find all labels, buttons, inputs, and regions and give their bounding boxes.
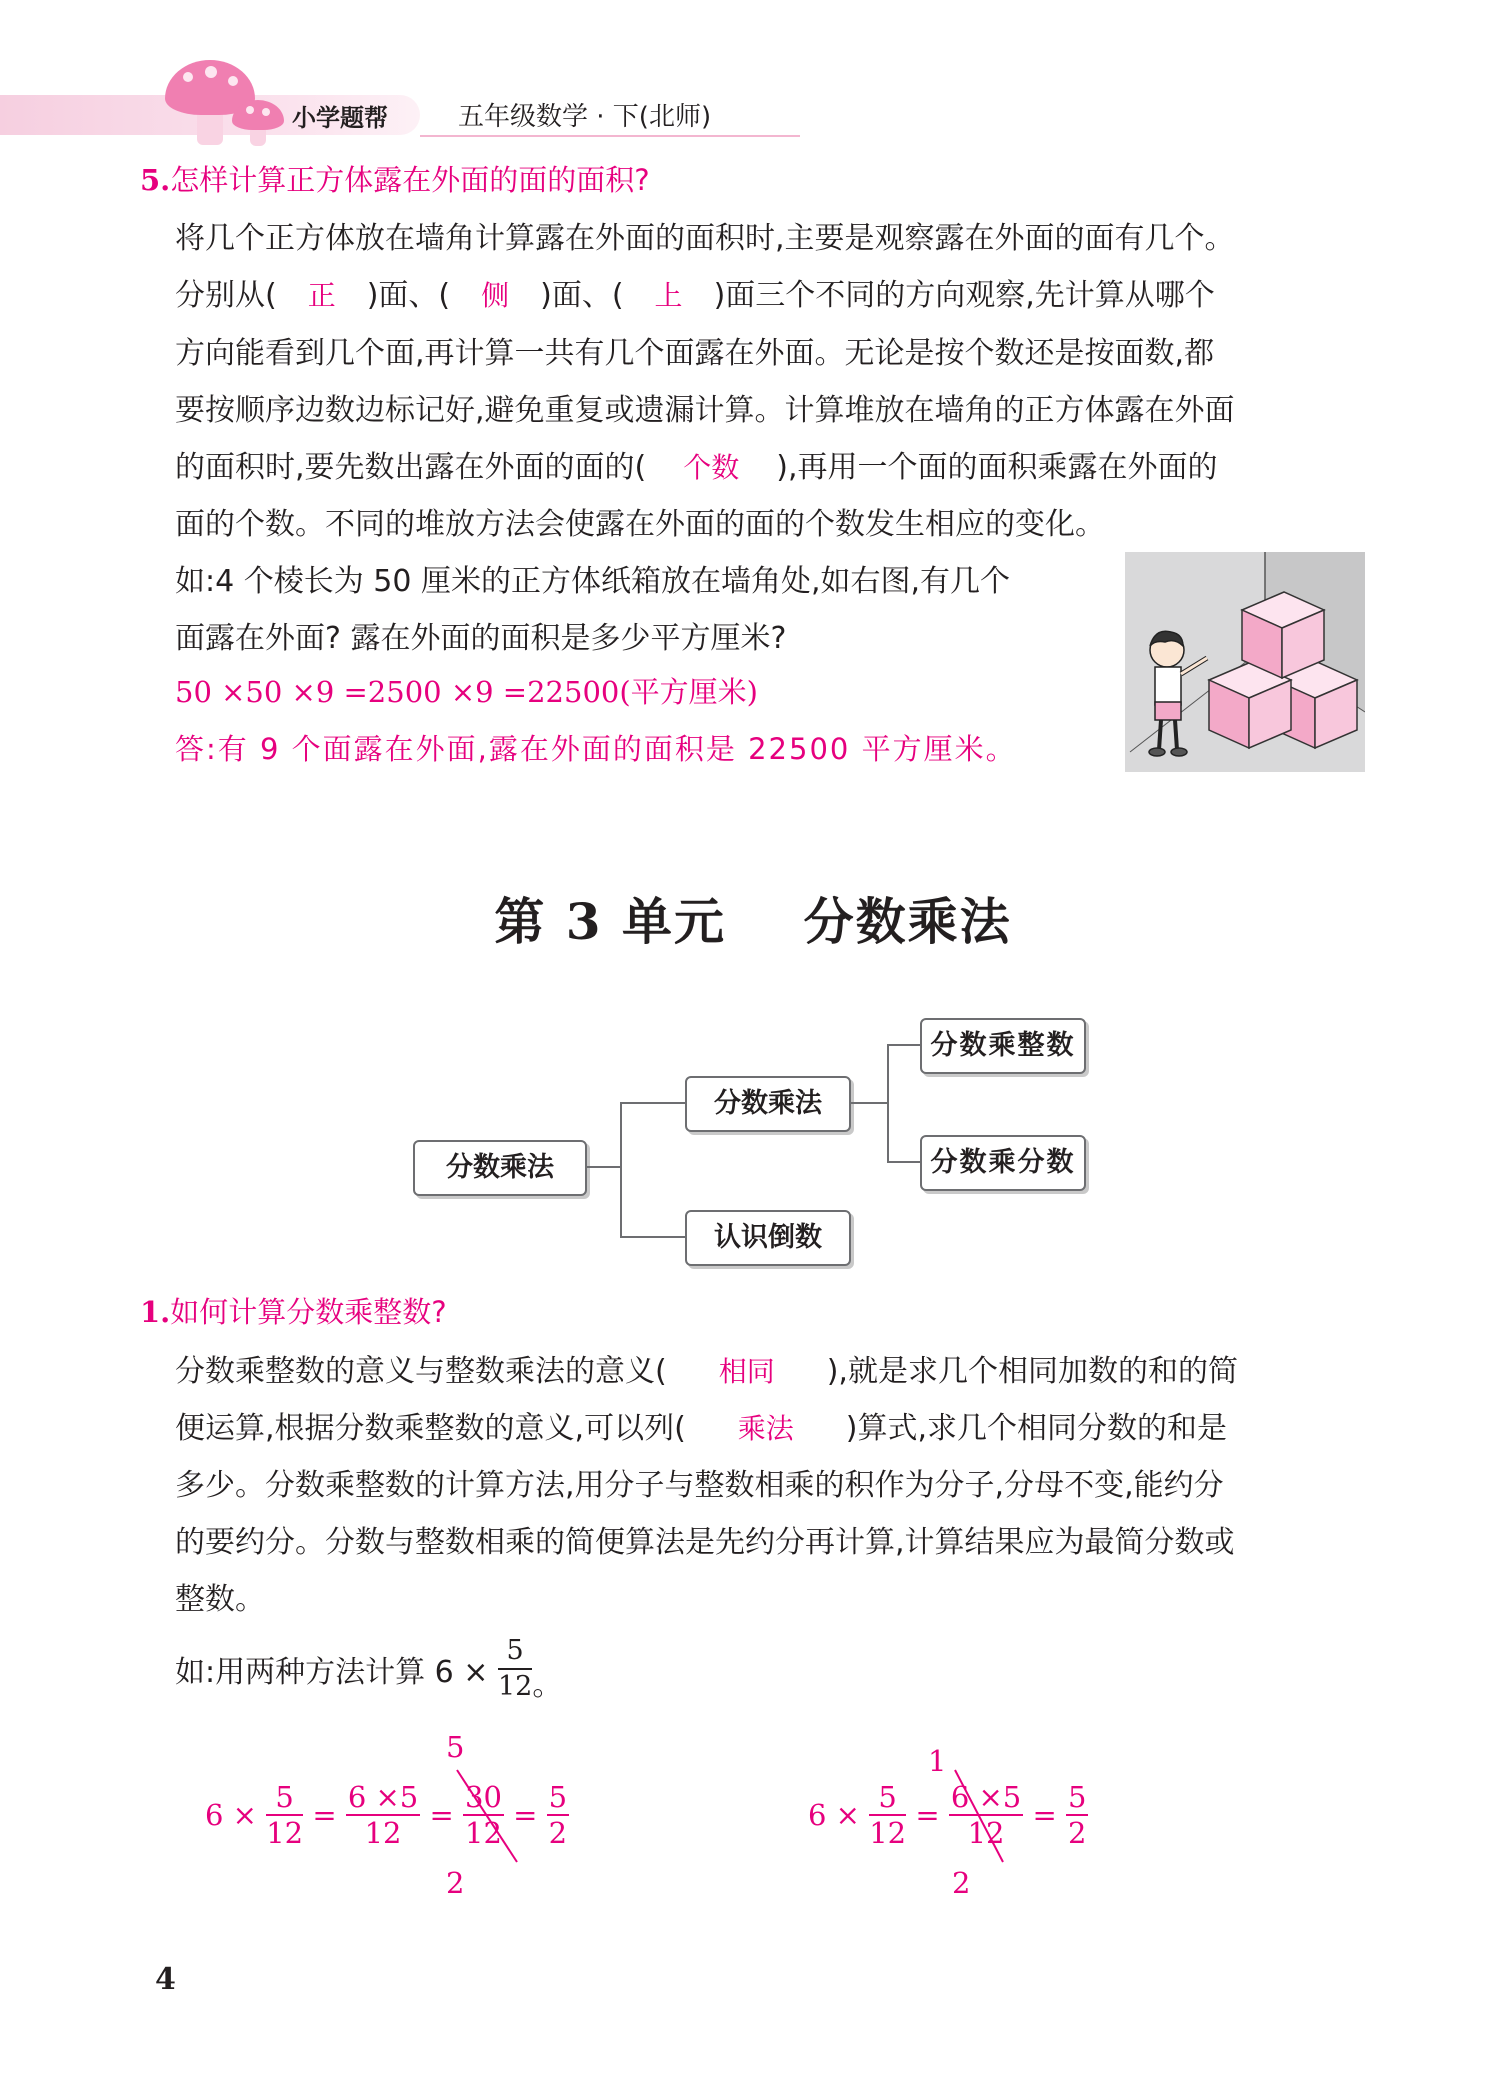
- connector: [887, 1044, 920, 1046]
- answer-blank: 上: [654, 279, 683, 312]
- mindmap-leaf-fraction-times-integer: 分数乘整数: [920, 1018, 1086, 1074]
- page-number: 4: [155, 1962, 176, 1997]
- cancel-result-top: 1: [928, 1744, 947, 1778]
- header-brand: 小学题帮: [292, 104, 388, 132]
- method-2-calculation: 6 × $\frac{5}{12}$ = $\frac{6 \times 5}{12}$ = $\frac{5}{2}$: [808, 1780, 1088, 1850]
- q5-line-5: 的面积时,要先数出露在外面的面的( 个数 ),再用一个面的面积乘露在外面的: [175, 442, 1365, 486]
- mindmap-leaf-fraction-times-fraction: 分数乘分数: [920, 1135, 1086, 1191]
- connector: [620, 1236, 685, 1238]
- connector: [620, 1102, 622, 1236]
- connector: [887, 1161, 920, 1163]
- cancelled-fraction: $\frac{6 \times 5}{12}$: [949, 1780, 1023, 1850]
- q5-example-line-2: 面露在外面? 露在外面的面积是多少平方厘米?: [175, 621, 787, 656]
- question-number: 1.: [140, 1295, 171, 1329]
- cancel-result-bottom: 2: [446, 1866, 465, 1900]
- cancel-strike: [453, 1766, 523, 1866]
- unit-title: 第 3 单元 分数乘法: [494, 892, 1012, 951]
- q1-line-1: 分数乘整数的意义与整数乘法的意义( 相同 ),就是求几个相同加数的和的简: [175, 1346, 1365, 1390]
- question-5-title: [140, 158, 650, 199]
- cancel-result-top: 5: [446, 1730, 465, 1764]
- connector: [887, 1044, 889, 1161]
- q5-solution: 50 ×50 ×9 =2500 ×9 =22500(平方厘米): [175, 675, 758, 709]
- q1-line-4: 的要约分。分数与整数相乘的简便算法是先约分再计算,计算结果应为最简分数或: [175, 1525, 1235, 1560]
- cancel-result-bottom: 2: [952, 1866, 971, 1900]
- header-book-title: 五年级数学 · 下(北师): [458, 102, 712, 132]
- q1-line-3: 多少。分数乘整数的计算方法,用分子与整数相乘的积作为分子,分母不变,能约分: [175, 1468, 1224, 1503]
- question-text: 如何计算分数乘整数?: [170, 1295, 447, 1329]
- q5-line-3: 方向能看到几个面,再计算一共有几个面露在外面。无论是按个数还是按面数,都: [175, 336, 1215, 371]
- fraction: $\frac{6 \times 5}{12}$: [347, 1780, 419, 1850]
- question-text: 怎样计算正方体露在外面的面的面积?: [170, 163, 650, 197]
- q5-example-line-1: 如:4 个棱长为 50 厘米的正方体纸箱放在墙角处,如右图,有几个: [175, 564, 1011, 599]
- connector: [585, 1166, 620, 1168]
- connector: [620, 1102, 685, 1104]
- mindmap-branch-reciprocal: 认识倒数: [685, 1210, 851, 1266]
- connector: [849, 1102, 887, 1104]
- q5-answer: 答:有 9 个面露在外面,露在外面的面积是 22500 平方厘米。: [175, 732, 1017, 766]
- method-1-calculation: 6 × $\frac{5}{12}$ = $\frac{6 \times 5}{12}$ = $\frac{30}{12}$ = $\frac{5}{2}$: [205, 1780, 569, 1850]
- mindmap-root: 分数乘法: [413, 1140, 587, 1196]
- question-number: 5.: [140, 163, 171, 197]
- fraction: $\frac{5}{12}$: [497, 1635, 533, 1702]
- answer-blank: 乘法: [737, 1412, 794, 1445]
- q5-line-4: 要按顺序边数边标记好,避免重复或遗漏计算。计算堆放在墙角的正方体露在外面: [175, 393, 1235, 428]
- q1-line-2: 便运算,根据分数乘整数的意义,可以列( 乘法 )算式,求几个相同分数的和是: [175, 1403, 1365, 1447]
- header-rule: [420, 135, 800, 137]
- answer-blank: 正: [307, 279, 336, 312]
- q5-line-1: 将几个正方体放在墙角计算露在外面的面积时,主要是观察露在外面的面有几个。: [175, 221, 1235, 256]
- fraction: $\frac{5}{2}$: [548, 1780, 568, 1850]
- q5-line-2: 分别从( 正 )面、( 侧 )面、( 上 )面三个不同的方向观察,先计算从哪个: [175, 270, 1365, 314]
- cancel-strike: [949, 1766, 1019, 1866]
- fraction: $\frac{5}{12}$: [869, 1780, 907, 1850]
- q1-example: 如:用两种方法计算 6 × $\frac{5}{12}$ 。: [175, 1635, 563, 1703]
- mindmap-branch-multiply: 分数乘法: [685, 1076, 851, 1132]
- q5-line-6: 面的个数。不同的堆放方法会使露在外面的面的个数发生相应的变化。: [175, 507, 1105, 542]
- answer-blank: 个数: [683, 451, 740, 484]
- q1-line-5: 整数。: [175, 1582, 265, 1617]
- answer-blank: 相同: [718, 1355, 775, 1388]
- fraction: $\frac{5}{12}$: [266, 1780, 304, 1850]
- cancelled-fraction: $\frac{30}{12}$: [463, 1780, 504, 1850]
- boy-with-boxes-illustration: [1125, 552, 1365, 772]
- question-1-title: [140, 1290, 447, 1331]
- answer-blank: 侧: [481, 279, 510, 312]
- fraction: $\frac{5}{2}$: [1068, 1780, 1087, 1850]
